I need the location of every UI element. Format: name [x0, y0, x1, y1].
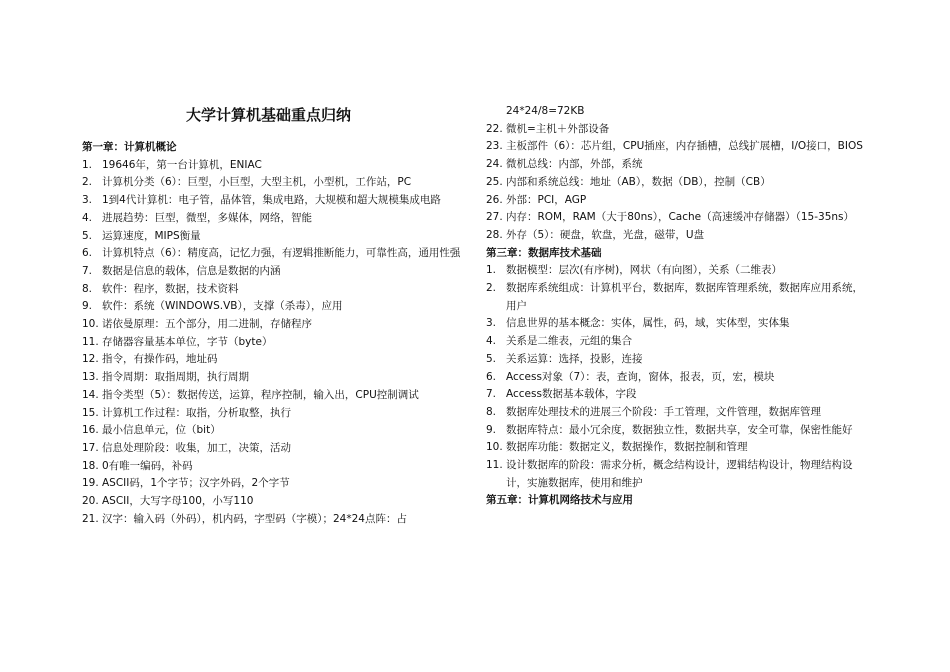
- list-item: [486, 386, 868, 404]
- list-item: [82, 511, 464, 529]
- list-item-number: 15.: [82, 406, 99, 419]
- list-item-text: 计算机分类（6）：巨型，小巨型，大型主机，小型机，工作站，PC: [102, 176, 412, 189]
- list-item-text: 信息世界的基本概念：实体，属性，码，域，实体型，实体集: [506, 317, 790, 330]
- list-item-number: 10.: [486, 441, 503, 454]
- list-item-text: ASCII码，1个字节；汉字外码，2个字节: [102, 477, 290, 490]
- list-item-number: 6.: [486, 370, 497, 383]
- list-item: [82, 493, 464, 511]
- list-item-text: 关系是二维表，元组的集合: [506, 335, 632, 348]
- list-item-number: 9.: [486, 423, 497, 436]
- list-item-number: 19.: [82, 477, 99, 490]
- list-item-number: 11.: [486, 459, 503, 472]
- list-item-number: 21.: [82, 512, 99, 525]
- list-item-text: 0有唯一编码，补码: [102, 459, 193, 472]
- list-item-number: 5.: [486, 352, 497, 365]
- document-title: 大学计算机基础重点归纳: [186, 106, 352, 124]
- list-item-text: 计算机特点（6）：精度高，记忆力强，有逻辑推断能力，可靠性高，通用性强: [102, 247, 461, 260]
- list-item: [82, 263, 464, 281]
- list-item: [82, 387, 464, 405]
- list-item-number: 26.: [486, 193, 503, 206]
- list-item: [486, 209, 868, 227]
- list-item-text: 运算速度，MIPS衡量: [102, 229, 201, 242]
- list-item: [486, 280, 868, 315]
- list-item-number: 25.: [486, 175, 503, 188]
- right-column: [486, 103, 868, 510]
- list-item-text: 主板部件（6）：芯片组，CPU插座，内存插槽，总线扩展槽，I/O接口，BIOS: [506, 140, 863, 153]
- list-item-text: 关系运算：选择，投影，连接: [506, 352, 643, 365]
- list-item: [82, 210, 464, 228]
- list-item: [82, 192, 464, 210]
- list-item-number: 2.: [82, 176, 93, 189]
- list-item: [486, 333, 868, 351]
- list-item-text: 内部和系统总线：地址（AB），数据（DB），控制（CB）: [506, 175, 771, 188]
- list-item: [486, 422, 868, 440]
- list-item-text: 指令类型（5）：数据传送，运算，程序控制，输入出，CPU控制调试: [102, 388, 419, 401]
- list-item-text: 数据库功能：数据定义，数据操作，数据控制和管理: [506, 441, 748, 454]
- list-item: [486, 262, 868, 280]
- list-item-number: 1.: [82, 158, 93, 171]
- list-item-number: 13.: [82, 371, 99, 384]
- list-item-text: 指令，有操作码，地址码: [102, 353, 218, 366]
- list-item-text: 软件：程序，数据，技术资料: [102, 282, 239, 295]
- list-item-number: 28.: [486, 228, 503, 241]
- list-item-number: 16.: [82, 424, 99, 437]
- list-item-number: 9.: [82, 300, 93, 313]
- list-item-text: 数据库处理技术的进展三个阶段：手工管理，文件管理，数据库管理: [506, 405, 821, 418]
- list-item: [486, 439, 868, 457]
- list-item-text: 微机=主机＋外部设备: [506, 122, 610, 135]
- list-item: [82, 351, 464, 369]
- list-item-text: 数据模型：层次(有序树)，网状（有向图），关系（二维表）: [506, 264, 782, 277]
- list-item-number: 6.: [82, 247, 93, 260]
- list-item-number: 22.: [486, 122, 503, 135]
- list-item-number: 7.: [486, 388, 497, 401]
- list-item: [82, 440, 464, 458]
- list-item-number: 4.: [82, 211, 93, 224]
- list-item-number: 17.: [82, 441, 99, 454]
- list-item: [486, 457, 868, 492]
- list-item-number: 23.: [486, 140, 503, 153]
- list-item: [486, 369, 868, 387]
- list-item-text: 信息处理阶段：收集，加工，决策，活动: [102, 441, 291, 454]
- left-column: [82, 139, 464, 528]
- list-item: [486, 404, 868, 422]
- list-item: [82, 369, 464, 387]
- list-item: [82, 458, 464, 476]
- list-item: [486, 351, 868, 369]
- list-item-number: 3.: [486, 317, 497, 330]
- list-item: [82, 298, 464, 316]
- list-item-number: 3.: [82, 194, 93, 207]
- chapter-heading: 第一章：计算机概论: [82, 141, 177, 153]
- list-item-number: 12.: [82, 353, 99, 366]
- list-item-number: 14.: [82, 388, 99, 401]
- chapter-heading: 第三章：数据库技术基础: [486, 246, 602, 259]
- list-item-number: 5.: [82, 229, 93, 242]
- list-item: [82, 245, 464, 263]
- list-item-text: 指令周期：取指周期，执行周期: [102, 371, 249, 384]
- list-item-text: 外部：PCI，AGP: [506, 193, 587, 206]
- list-item: [486, 138, 868, 156]
- list-item: [82, 422, 464, 440]
- list-item-text: 进展趋势：巨型，微型，多媒体，网络，智能: [102, 211, 312, 224]
- list-item-text: 存储器容量基本单位，字节（byte）: [102, 335, 273, 348]
- list-item-text: 数据库系统组成：计算机平台，数据库，数据库管理系统，数据库应用系统，用户: [506, 282, 863, 312]
- list-item-text: 内存：ROM，RAM（大于80ns），Cache（高速缓冲存储器）（15-35ns）: [506, 211, 855, 224]
- list-item-text: 软件：系统（WINDOWS.VB），支撑（杀毒），应用: [102, 300, 343, 313]
- chapter-heading: 第五章：计算机网络技术与应用: [486, 494, 633, 507]
- list-item: [82, 475, 464, 493]
- list-item: [486, 315, 868, 333]
- list-item-text: 微机总线：内部，外部，系统: [506, 158, 643, 171]
- list-item: [486, 227, 868, 245]
- list-item-text: 1到4代计算机：电子管，晶体管，集成电路，大规模和超大规模集成电路: [102, 194, 441, 207]
- list-item-text: 设计数据库的阶段：需求分析，概念结构设计，逻辑结构设计，物理结构设计，实施数据库，使用和维护: [506, 459, 853, 489]
- list-item-number: 7.: [82, 264, 93, 277]
- list-item: [82, 228, 464, 246]
- list-item: [486, 156, 868, 174]
- list-item-number: 1.: [486, 264, 497, 277]
- list-item: [486, 192, 868, 210]
- list-item-text: Access数据基本载体，字段: [506, 388, 637, 401]
- list-item-number: 2.: [486, 282, 497, 295]
- list-item-text: 汉字：输入码（外码），机内码，字型码（字模）；24*24点阵：占: [102, 512, 407, 525]
- list-item: [82, 405, 464, 423]
- list-item-number: 8.: [82, 282, 93, 295]
- list-item-text: 最小信息单元，位（bit）: [102, 424, 221, 437]
- list-item-text: 外存（5）：硬盘，软盘，光盘，磁带，U盘: [506, 228, 705, 241]
- list-item: [82, 281, 464, 299]
- list-item-text: 计算机工作过程：取指，分析取整，执行: [102, 406, 291, 419]
- list-item: [82, 174, 464, 192]
- list-item-number: 11.: [82, 335, 99, 348]
- list-item-text: 数据是信息的载体，信息是数据的内涵: [102, 264, 281, 277]
- list-item-text: Access对象（7）：表，查询，窗体，报表，页，宏，模块: [506, 370, 775, 383]
- list-item-number: 10.: [82, 318, 99, 331]
- list-item: [82, 334, 464, 352]
- list-item-number: 24.: [486, 158, 503, 171]
- list-item: [82, 157, 464, 175]
- list-item-text: 19646年，第一台计算机，ENIAC: [102, 158, 262, 171]
- list-item-number: 20.: [82, 495, 99, 508]
- list-item-text: ASCII，大写字母100，小写110: [102, 495, 254, 508]
- list-item-number: 18.: [82, 459, 99, 472]
- list-item-number: 4.: [486, 335, 497, 348]
- list-item: [486, 174, 868, 192]
- list-item: [486, 121, 868, 139]
- list-item-number: 8.: [486, 405, 497, 418]
- list-item-text: 数据库特点：最小冗余度，数据独立性，数据共享，安全可靠，保密性能好: [506, 423, 853, 436]
- list-item-number: 27.: [486, 211, 503, 224]
- list-item: [82, 316, 464, 334]
- list-item-text: 诺依曼原理：五个部分，用二进制，存储程序: [102, 318, 312, 331]
- list-item-continuation: 24*24/8=72KB: [506, 105, 585, 117]
